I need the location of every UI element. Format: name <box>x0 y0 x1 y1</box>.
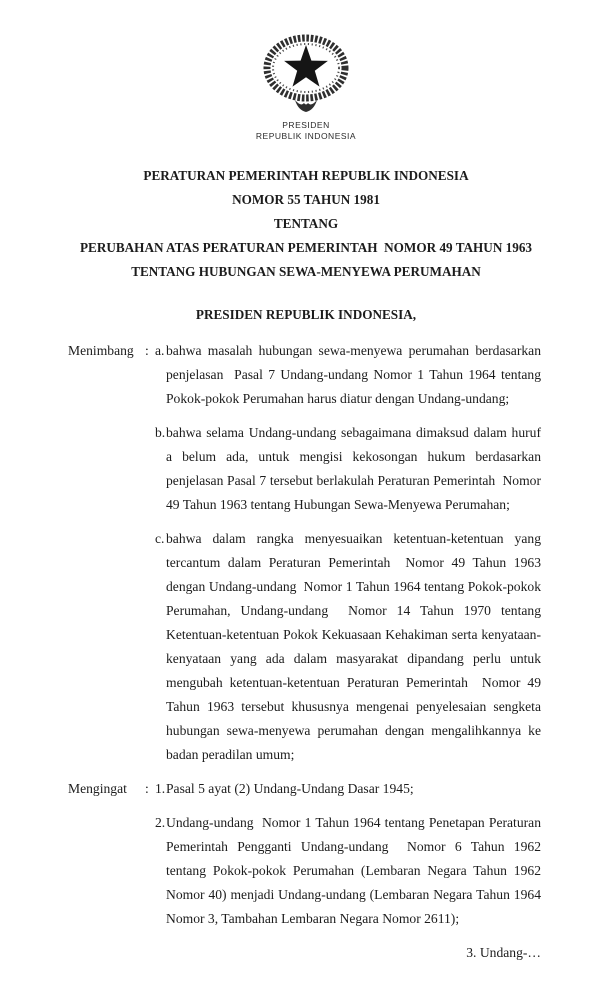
item-marker: b. <box>155 425 166 440</box>
title-line-regulation: PERATURAN PEMERINTAH REPUBLIK INDONESIA <box>143 168 469 183</box>
title-line-number-year: NOMOR 55 TAHUN 1981 <box>232 192 380 207</box>
section-label: Menimbang <box>68 343 134 358</box>
section-items <box>155 777 545 941</box>
letterhead <box>0 31 612 142</box>
section-label: Mengingat <box>68 781 127 796</box>
item-text: Pasal 5 ayat (2) Undang-Undang Dasar 1945; <box>166 781 414 796</box>
letterhead-line-presiden: PRESIDEN <box>282 120 330 130</box>
item-marker: c. <box>155 531 165 546</box>
section-menimbang <box>68 339 545 777</box>
title-line-tentang: TENTANG <box>273 216 339 231</box>
consideration-item-b <box>155 421 545 517</box>
consideration-item-a <box>155 339 545 411</box>
item-marker: 2. <box>155 815 166 830</box>
section-items <box>155 339 545 777</box>
item-text: bahwa dalam rangka menyesuaikan ketentuan-ketentuan yang tercantum dalam Peraturan Pemerintah Nomor 49 Tahun 1963 dengan Undang-undang Nomor 1 Tahun 1964 tentang Pokok-pokok Perumahan, Undang-undang Nomor 14 Tahun 1970 tentang Ketentuan-ketentuan Pokok Kekuasaan Kehakiman serta kenyataan-kenyataan yang ada dalam masyarakat dipandang perlu untuk mengubah ketentuan-ketentuan Peraturan Pemerintah Nomor 49 Tahun 1963 tersebut khususnya mengenai penyelesaian sengketa hubungan sewa-menyewa perumahan dengan mengalihkannya ke badan peradilan umum; <box>166 531 545 762</box>
document-body <box>68 339 545 965</box>
page-catchword: 3. Undang-… <box>466 945 541 960</box>
section-mengingat <box>68 777 545 941</box>
item-marker: 1. <box>155 781 166 796</box>
title-line-subject-1: PERUBAHAN ATAS PERATURAN PEMERINTAH NOMOR 49 TAHUN 1963 <box>79 240 533 255</box>
item-marker: a. <box>155 343 165 358</box>
item-text: Undang-undang Nomor 1 Tahun 1964 tentang Penetapan Peraturan Pemerintah Pengganti Undang-undang Nomor 6 Tahun 1962 tentang Pokok-pokok Perumahan (Lembaran Negara Tahun 1962 Nomor 40) menjadi Undang-undang (Lembaran Negara Tahun 1964 Nomor 3, Tambahan Lembaran Negara Nomor 2611); <box>166 815 545 926</box>
section-colon: : <box>145 781 149 796</box>
citation-item-2 <box>155 811 545 931</box>
section-colon: : <box>145 343 149 358</box>
citation-item-1 <box>155 777 541 801</box>
consideration-item-c <box>155 527 545 767</box>
presidential-star-wreath-emblem-icon <box>256 31 356 115</box>
title-line-subject-2: TENTANG HUBUNGAN SEWA-MENYEWA PERUMAHAN <box>131 264 481 279</box>
salutation: PRESIDEN REPUBLIK INDONESIA, <box>195 307 417 322</box>
item-text: bahwa masalah hubungan sewa-menyewa perumahan berdasarkan penjelasan Pasal 7 Undang-undang Nomor 1 Tahun 1964 tentang Pokok-pokok Perumahan harus diatur dengan Undang-undang; <box>166 343 545 406</box>
item-text: bahwa selama Undang-undang sebagaimana dimaksud dalam huruf a belum ada, untuk mengisi kekosongan hukum berdasarkan penjelasan Pasal 7 tersebut berlakulah Peraturan Pemerintah Nomor 49 Tahun 1963 tentang Hubungan Sewa-Menyewa Perumahan; <box>166 425 545 512</box>
letterhead-line-republik-indonesia: REPUBLIK INDONESIA <box>255 131 357 141</box>
title-block <box>35 164 577 284</box>
